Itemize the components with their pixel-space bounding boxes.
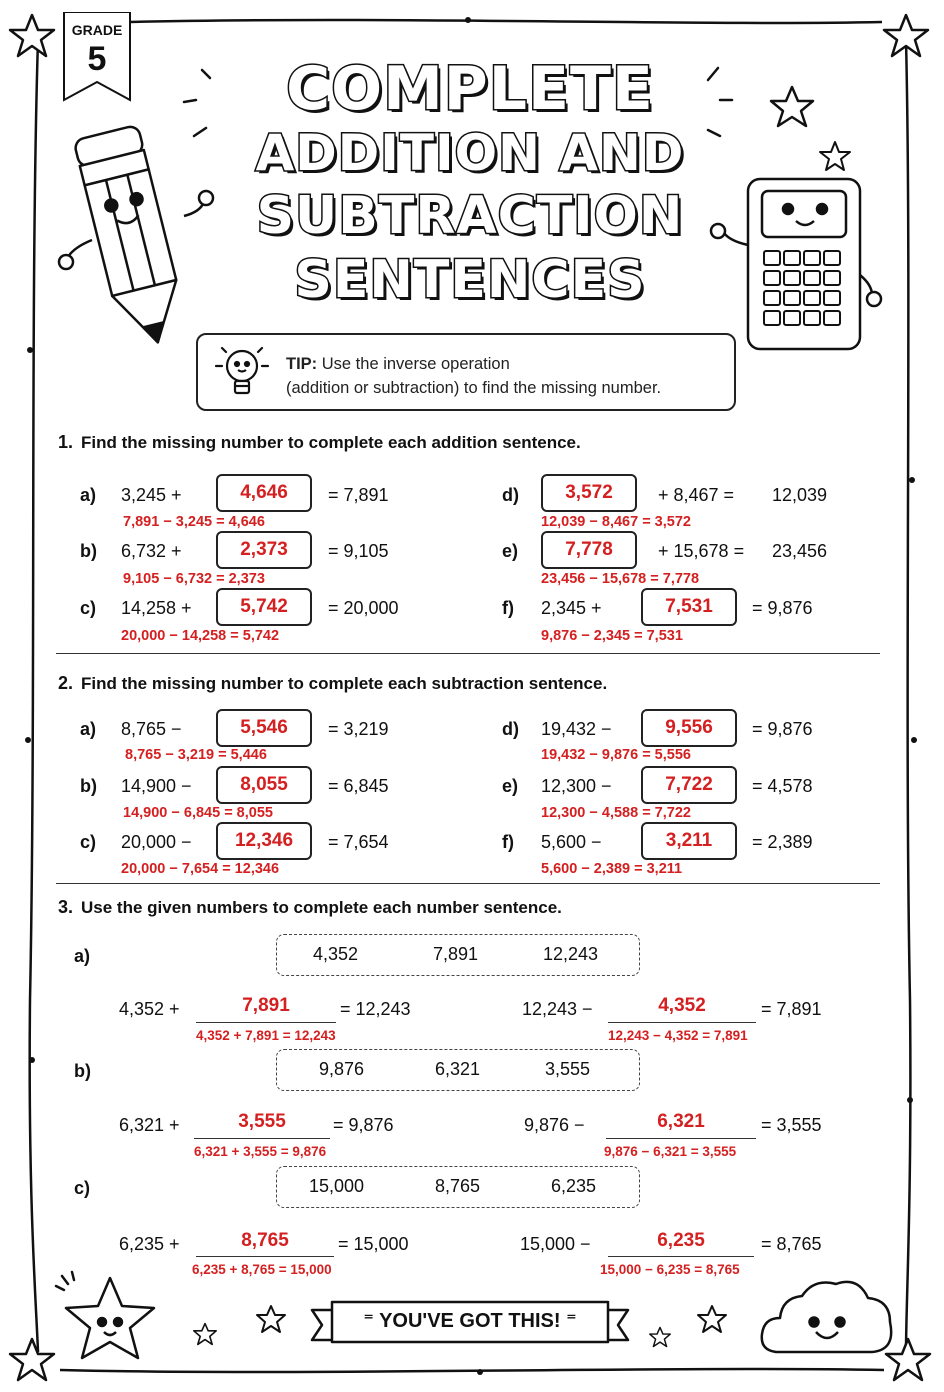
- work-shown: 12,300 − 4,588 = 7,722: [541, 805, 691, 821]
- answer-line: [196, 1022, 336, 1023]
- banner-text: YOU'VE GOT THIS!: [379, 1310, 561, 1332]
- work-shown: 5,600 − 2,389 = 3,211: [541, 861, 683, 877]
- work-shown: 8,765 − 3,219 = 5,446: [125, 747, 267, 763]
- item-label: a): [80, 485, 97, 505]
- item-label: d): [502, 719, 519, 739]
- given-number: 9,876: [319, 1059, 365, 1079]
- encouragement-banner: [330, 1308, 610, 1333]
- answer-box[interactable]: 2,373: [216, 531, 312, 569]
- section-divider: [56, 653, 880, 654]
- equation-right: = 3,555: [761, 1115, 822, 1135]
- equation-left: 20,000 −: [121, 832, 192, 852]
- work-shown: 7,891 − 3,245 = 4,646: [123, 514, 265, 530]
- star-icon: [8, 1336, 56, 1384]
- equation-left: 19,432 −: [541, 719, 612, 739]
- answer-box[interactable]: 7,722: [641, 766, 737, 804]
- given-number: 12,243: [543, 944, 599, 964]
- equation-result: 23,456: [772, 541, 828, 561]
- equation-left: 14,900 −: [121, 776, 192, 796]
- given-number: 7,891: [433, 944, 479, 964]
- equation-left: 5,600 −: [541, 832, 602, 852]
- section-3-number: 3.: [58, 897, 74, 917]
- item-label: a): [74, 946, 91, 966]
- tip-line-1: Use the inverse operation: [317, 355, 510, 373]
- answer-box[interactable]: 7,531: [641, 588, 737, 626]
- equation-right: = 6,845: [328, 776, 389, 796]
- lightbulb-icon: [212, 340, 272, 404]
- answer-box[interactable]: 9,556: [641, 709, 737, 747]
- work-shown: 12,039 − 8,467 = 3,572: [541, 514, 691, 530]
- item-label: a): [80, 719, 97, 739]
- equation-right: = 4,578: [752, 776, 813, 796]
- equation-right: = 9,876: [752, 719, 813, 739]
- work-shown: 15,000 − 6,235 = 8,765: [600, 1262, 740, 1277]
- item-label: f): [502, 832, 514, 852]
- page-title-line-3: SUBTRACTION: [256, 186, 684, 246]
- star-icon: [882, 12, 930, 60]
- section-3-title: [58, 897, 562, 918]
- answer-box[interactable]: 3,572: [541, 474, 637, 512]
- equation-right: = 9,105: [328, 541, 389, 561]
- equation-left: 14,258 +: [121, 598, 192, 618]
- section-3-instruction: Use the given numbers to complete each number sentence.: [81, 898, 562, 917]
- star-icon: [255, 1304, 287, 1334]
- equation-right: = 3,219: [328, 719, 389, 739]
- equation-left: 2,345 +: [541, 598, 602, 618]
- answer-box[interactable]: 3,211: [641, 822, 737, 860]
- sparkle-marks: [180, 60, 740, 170]
- equation-right: = 9,876: [333, 1115, 394, 1135]
- given-numbers-box: [276, 934, 640, 976]
- item-label: f): [502, 598, 514, 618]
- work-shown: 20,000 − 14,258 = 5,742: [121, 628, 280, 644]
- equation-right: = 9,876: [752, 598, 813, 618]
- section-1-title: [58, 432, 581, 453]
- work-shown: 9,876 − 6,321 = 3,555: [604, 1144, 737, 1159]
- work-shown: 9,876 − 2,345 = 7,531: [541, 628, 683, 644]
- grade-number: 5: [87, 40, 107, 78]
- item-label: c): [80, 832, 97, 852]
- equation-right: + 8,467 =: [658, 485, 735, 505]
- equation-right: = 7,654: [328, 832, 389, 852]
- given-number: 6,235: [551, 1176, 597, 1196]
- item-label: d): [502, 485, 519, 505]
- star-mascot-icon: [50, 1268, 170, 1364]
- item-label: e): [502, 776, 519, 796]
- cloud-mascot-icon: [758, 1272, 898, 1362]
- equation-right: = 7,891: [328, 485, 389, 505]
- work-shown: 12,243 − 4,352 = 7,891: [608, 1028, 748, 1043]
- work-shown: 9,105 − 6,732 = 2,373: [123, 571, 265, 587]
- tip-label: TIP:: [286, 355, 318, 373]
- tip-text: [286, 352, 661, 400]
- given-numbers-box: [276, 1166, 640, 1208]
- section-1-instruction: Find the missing number to complete each addition sentence.: [81, 433, 581, 452]
- pencil-mascot-icon: [52, 120, 222, 350]
- section-1-number: 1.: [58, 432, 74, 452]
- answer-box[interactable]: 5,742: [216, 588, 312, 626]
- item-label: c): [80, 598, 97, 618]
- answer-fill[interactable]: 6,321: [657, 1111, 705, 1132]
- given-numbers-box: [276, 1049, 640, 1091]
- equation-right: = 8,765: [761, 1234, 822, 1254]
- work-shown: 6,321 + 3,555 = 9,876: [194, 1144, 327, 1159]
- equation-left: 3,245 +: [121, 485, 182, 505]
- section-2-instruction: Find the missing number to complete each subtraction sentence.: [81, 674, 608, 693]
- equation-right: = 7,891: [761, 999, 822, 1019]
- item-label: b): [74, 1061, 91, 1081]
- sparkle-left-icon: ⁼: [363, 1310, 380, 1332]
- page-title-line-2: ADDITION AND: [255, 124, 685, 182]
- given-number: 3,555: [545, 1059, 591, 1079]
- answer-fill[interactable]: 3,555: [238, 1111, 286, 1132]
- item-label: c): [74, 1178, 91, 1198]
- equation-right: = 12,243: [340, 999, 411, 1019]
- page-title-line-1: COMPLETE: [286, 54, 654, 124]
- answer-box[interactable]: 12,346: [216, 822, 312, 860]
- given-number: 6,321: [435, 1059, 481, 1079]
- answer-box[interactable]: 8,055: [216, 766, 312, 804]
- answer-box[interactable]: 4,646: [216, 474, 312, 512]
- answer-line: [608, 1022, 756, 1023]
- star-icon: [8, 12, 56, 60]
- answer-line: [606, 1138, 756, 1139]
- equation-left: 12,243 −: [522, 999, 593, 1019]
- work-shown: 19,432 − 9,876 = 5,556: [541, 747, 691, 763]
- tip-line-2: (addition or subtraction) to find the missing number.: [286, 379, 662, 397]
- answer-fill[interactable]: 6,235: [657, 1230, 705, 1251]
- work-shown: 4,352 + 7,891 = 12,243: [196, 1028, 336, 1043]
- equation-left: 15,000 −: [520, 1234, 591, 1254]
- equation-left: 6,732 +: [121, 541, 182, 561]
- item-label: b): [80, 776, 97, 796]
- equation-right: + 15,678 =: [658, 541, 745, 561]
- answer-box[interactable]: 5,546: [216, 709, 312, 747]
- given-number: 8,765: [435, 1176, 481, 1196]
- answer-line: [194, 1138, 330, 1139]
- given-number: 4,352: [313, 944, 359, 964]
- answer-fill[interactable]: 4,352: [658, 995, 706, 1016]
- answer-line: [608, 1256, 754, 1257]
- section-2-title: [58, 673, 607, 694]
- equation-left: 9,876 −: [524, 1115, 585, 1135]
- equation-left: 8,765 −: [121, 719, 182, 739]
- answer-fill[interactable]: 7,891: [242, 995, 290, 1016]
- work-shown: 14,900 − 6,845 = 8,055: [123, 805, 273, 821]
- grade-label: GRADE: [71, 22, 123, 38]
- equation-left: 12,300 −: [541, 776, 612, 796]
- star-icon: [768, 84, 816, 130]
- work-shown: 20,000 − 7,654 = 12,346: [121, 861, 280, 877]
- section-divider: [56, 883, 880, 884]
- equation-right: = 15,000: [338, 1234, 409, 1254]
- equation-left: 6,235 +: [119, 1234, 180, 1254]
- equation-left: 6,321 +: [119, 1115, 180, 1135]
- page-title-line-4: SENTENCES: [294, 250, 646, 310]
- star-icon: [648, 1326, 672, 1348]
- equation-right: = 20,000: [328, 598, 399, 618]
- equation-right: = 2,389: [752, 832, 813, 852]
- work-shown: 6,235 + 8,765 = 15,000: [192, 1262, 332, 1277]
- equation-result: 12,039: [772, 485, 828, 505]
- sparkle-right-icon: ⁼: [560, 1310, 577, 1332]
- given-number: 15,000: [309, 1176, 365, 1196]
- answer-fill[interactable]: 8,765: [241, 1230, 289, 1251]
- answer-box[interactable]: 7,778: [541, 531, 637, 569]
- star-icon: [818, 140, 852, 172]
- star-icon: [696, 1304, 728, 1334]
- star-icon: [192, 1322, 218, 1346]
- item-label: e): [502, 541, 519, 561]
- answer-line: [196, 1256, 334, 1257]
- equation-left: 4,352 +: [119, 999, 180, 1019]
- work-shown: 23,456 − 15,678 = 7,778: [541, 571, 700, 587]
- section-2-number: 2.: [58, 673, 74, 693]
- item-label: b): [80, 541, 97, 561]
